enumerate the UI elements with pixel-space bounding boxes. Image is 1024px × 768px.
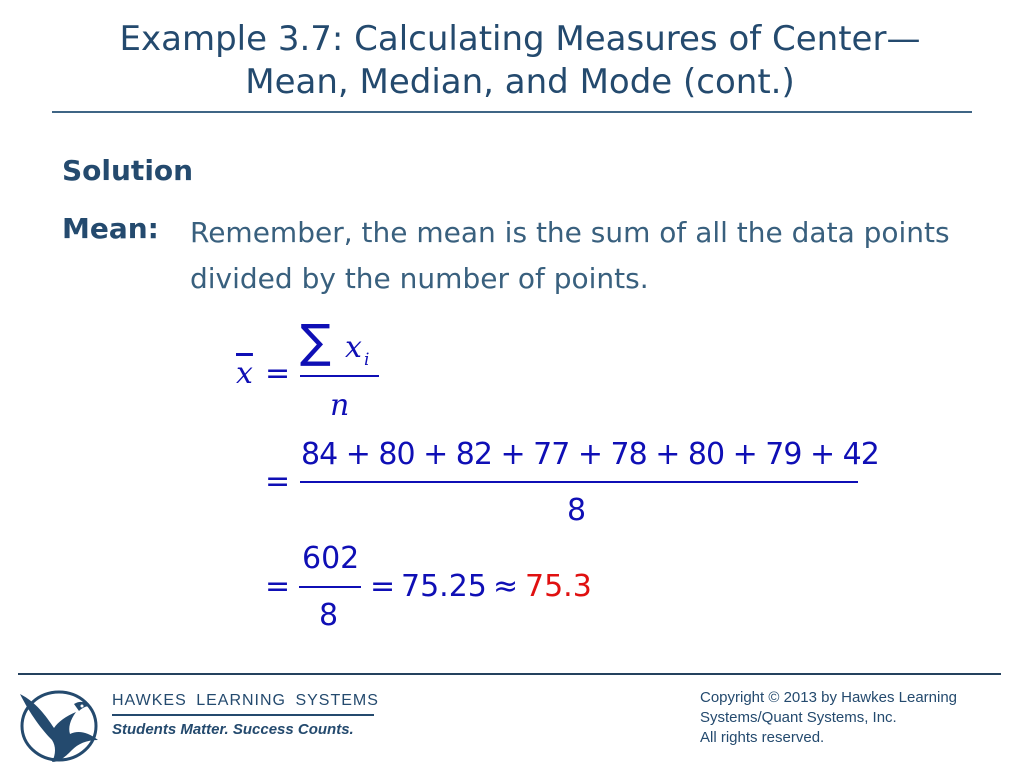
copyright-line3: All rights reserved. xyxy=(700,729,825,746)
equals-sign-1: = xyxy=(265,356,291,391)
copyright-notice xyxy=(700,688,1010,748)
mean-label: Mean: xyxy=(62,212,159,245)
solution-heading: Solution xyxy=(62,154,194,187)
fraction-bar-2 xyxy=(300,481,858,483)
mean-explanation: Remember, the mean is the sum of all the data points divided by the number of points. xyxy=(190,216,950,295)
company-underline xyxy=(112,714,374,716)
footer-divider xyxy=(18,673,1001,675)
fraction-bar-3 xyxy=(299,586,361,588)
total-numerator: 602 xyxy=(302,541,360,576)
x-bar-symbol: $\overline{x}$ xyxy=(236,356,253,391)
total-denominator: 8 xyxy=(319,598,339,633)
title-divider xyxy=(52,111,972,113)
equals-sign-2: = xyxy=(265,464,291,499)
sum-denominator: 8 xyxy=(567,493,587,528)
copyright-line1: Copyright © 2013 by Hawkes Learning xyxy=(700,689,958,706)
sum-numerator: 84 + 80 + 82 + 77 + 78 + 80 + 79 + 42 xyxy=(301,437,879,472)
x-i-subscript: i xyxy=(364,350,370,370)
exact-result: 75.25 xyxy=(401,569,487,604)
sigma-symbol: ∑ xyxy=(300,314,331,368)
equals-sign-3: = xyxy=(265,569,291,604)
company-name: HAWKES LEARNING SYSTEMS xyxy=(112,692,379,709)
slide-title-line2: Mean, Median, and Mode (cont.) xyxy=(245,62,795,102)
x-i-base: x xyxy=(345,330,362,365)
copyright-line2: Systems/Quant Systems, Inc. xyxy=(700,709,897,726)
n-symbol: n xyxy=(330,388,350,423)
slide-title-line1: Example 3.7: Calculating Measures of Center— xyxy=(119,19,921,59)
company-slogan: Students Matter. Success Counts. xyxy=(112,721,354,738)
rounded-result: 75.3 xyxy=(525,569,592,604)
slide-title xyxy=(40,18,1000,104)
equals-sign-4: = xyxy=(370,569,396,604)
eagle-icon xyxy=(16,682,102,764)
fraction-bar-1 xyxy=(300,375,379,377)
approx-symbol: ≈ xyxy=(493,569,519,604)
